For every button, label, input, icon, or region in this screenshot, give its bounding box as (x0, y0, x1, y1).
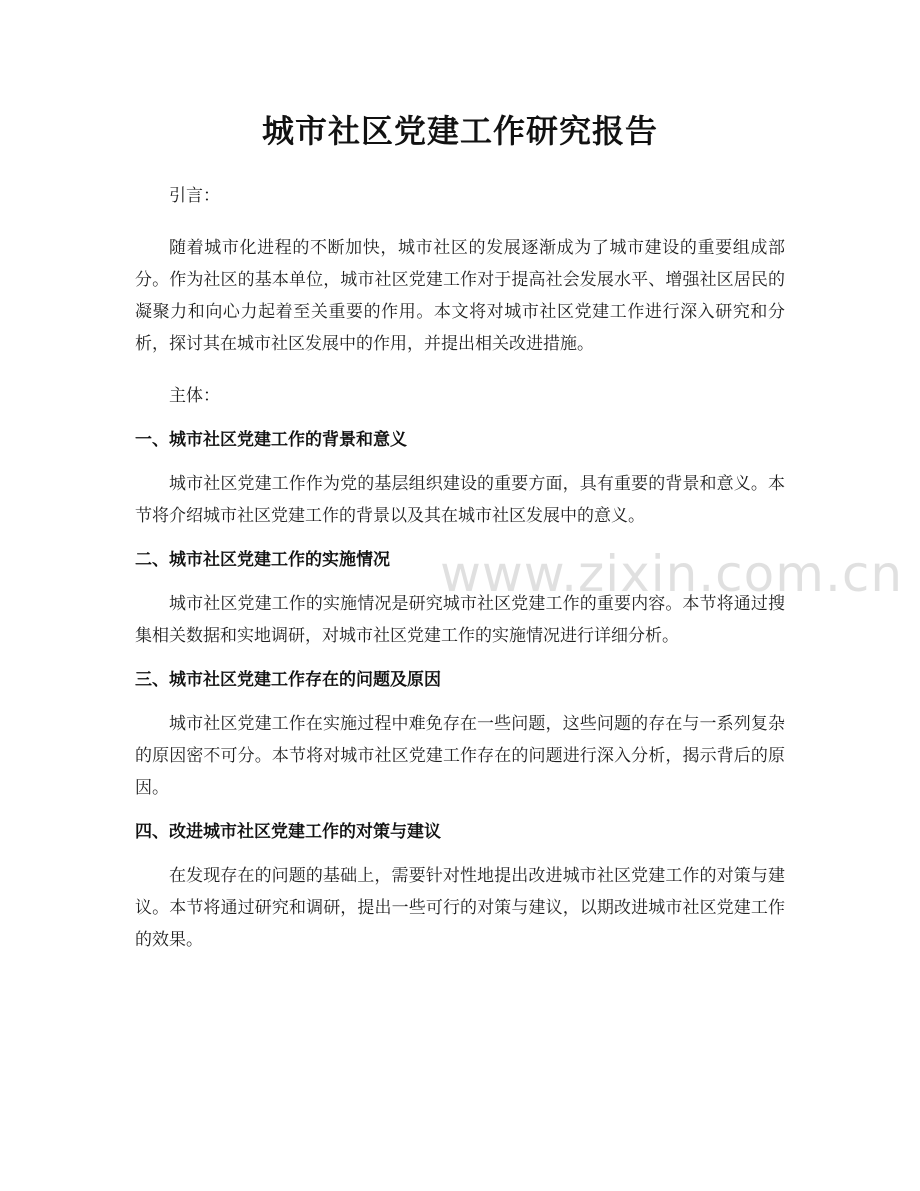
section-heading-4: 四、改进城市社区党建工作的对策与建议 (135, 822, 441, 842)
section-heading-2: 二、城市社区党建工作的实施情况 (135, 550, 390, 570)
section-heading-1: 一、城市社区党建工作的背景和意义 (135, 430, 407, 450)
section-paragraph-1: 城市社区党建工作作为党的基层组织建设的重要方面，具有重要的背景和意义。本节将介绍城市社区党建工作的背景以及其在城市社区发展中的意义。 (135, 474, 785, 526)
watermark: www.zixin.com.cn (440, 545, 904, 603)
document-body (135, 180, 785, 956)
document-title: 城市社区党建工作研究报告 (261, 112, 658, 150)
body-label: 主体： (169, 386, 220, 406)
intro-paragraph: 随着城市化进程的不断加快，城市社区的发展逐渐成为了城市建设的重要组成部分。作为社区的基本单位，城市社区党建工作对于提高社会发展水平、增强社区居民的凝聚力和向心力起着至关重要的作用。本文将对城市社区党建工作进行深入研究和分析，探讨其在城市社区发展中的作用，并提出相关改进措施。 (135, 238, 785, 354)
section-heading-3: 三、城市社区党建工作存在的问题及原因 (135, 670, 441, 690)
section-paragraph-4: 在发现存在的问题的基础上，需要针对性地提出改进城市社区党建工作的对策与建议。本节将通过研究和调研，提出一些可行的对策与建议，以期改进城市社区党建工作的效果。 (135, 866, 785, 950)
section-paragraph-3: 城市社区党建工作在实施过程中难免存在一些问题，这些问题的存在与一系列复杂的原因密不可分。本节将对城市社区党建工作存在的问题进行深入分析，揭示背后的原因。 (135, 714, 785, 798)
section-paragraph-2: 城市社区党建工作的实施情况是研究城市社区党建工作的重要内容。本节将通过搜集相关数据和实地调研，对城市社区党建工作的实施情况进行详细分析。 (135, 594, 785, 646)
intro-label: 引言： (169, 186, 220, 206)
